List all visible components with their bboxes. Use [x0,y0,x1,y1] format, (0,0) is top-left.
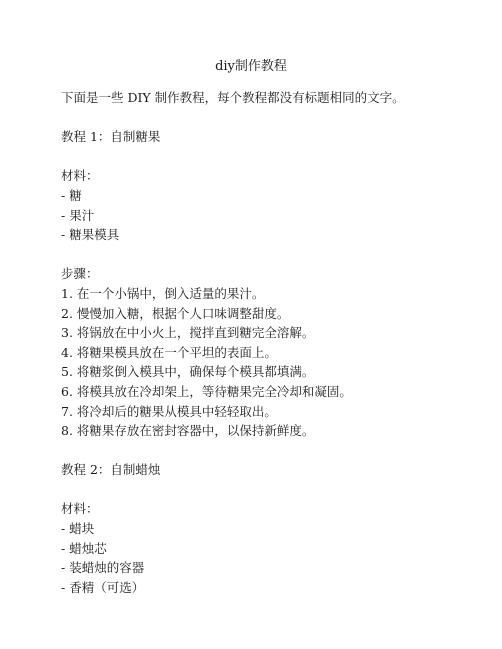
spacer [61,147,481,167]
tutorial-2-materials-label: 材料： [61,501,99,517]
material-item: - 糖 [61,187,82,203]
step-item: 1. 在一个小锅中，倒入适量的果汁。 [61,285,265,301]
document-body [61,88,481,597]
material-item: - 糖果模具 [61,227,120,243]
material-item: - 装蜡烛的容器 [61,560,145,576]
step-item: 3. 将锅放在中小火上，搅拌直到糖完全溶解。 [61,325,315,341]
step-item: 8. 将糖果存放在密封容器中，以保持新鲜度。 [61,423,315,439]
material-item: - 香精（可选） [61,579,145,595]
intro-paragraph: 下面是一些 DIY 制作教程，每个教程都没有标题相同的文字。 [61,90,405,105]
material-item: - 蜡烛芯 [61,540,107,556]
step-item: 2. 慢慢加入糖，根据个人口味调整甜度。 [61,305,290,321]
step-item: 5. 将糖浆倒入模具中，确保每个模具都填满。 [61,364,315,380]
material-item: - 果汁 [61,207,95,223]
spacer [61,108,481,128]
spacer [61,480,481,500]
step-item: 7. 将冷却后的糖果从模具中轻轻取出。 [61,403,277,419]
spacer [61,245,481,265]
tutorial-2-heading: 教程 2：自制蜡烛 [61,462,161,478]
material-item: - 蜡块 [61,521,95,537]
step-item: 4. 将糖果模具放在一个平坦的表面上。 [61,344,277,360]
step-item: 6. 将模具放在冷却架上，等待糖果完全冷却和凝固。 [61,383,352,399]
spacer [61,441,481,461]
document-title: diy制作教程 [215,59,287,74]
tutorial-1-steps-label: 步骤： [61,266,99,282]
tutorial-1-materials-label: 材料： [61,168,99,184]
tutorial-1-heading: 教程 1：自制糖果 [61,129,161,145]
